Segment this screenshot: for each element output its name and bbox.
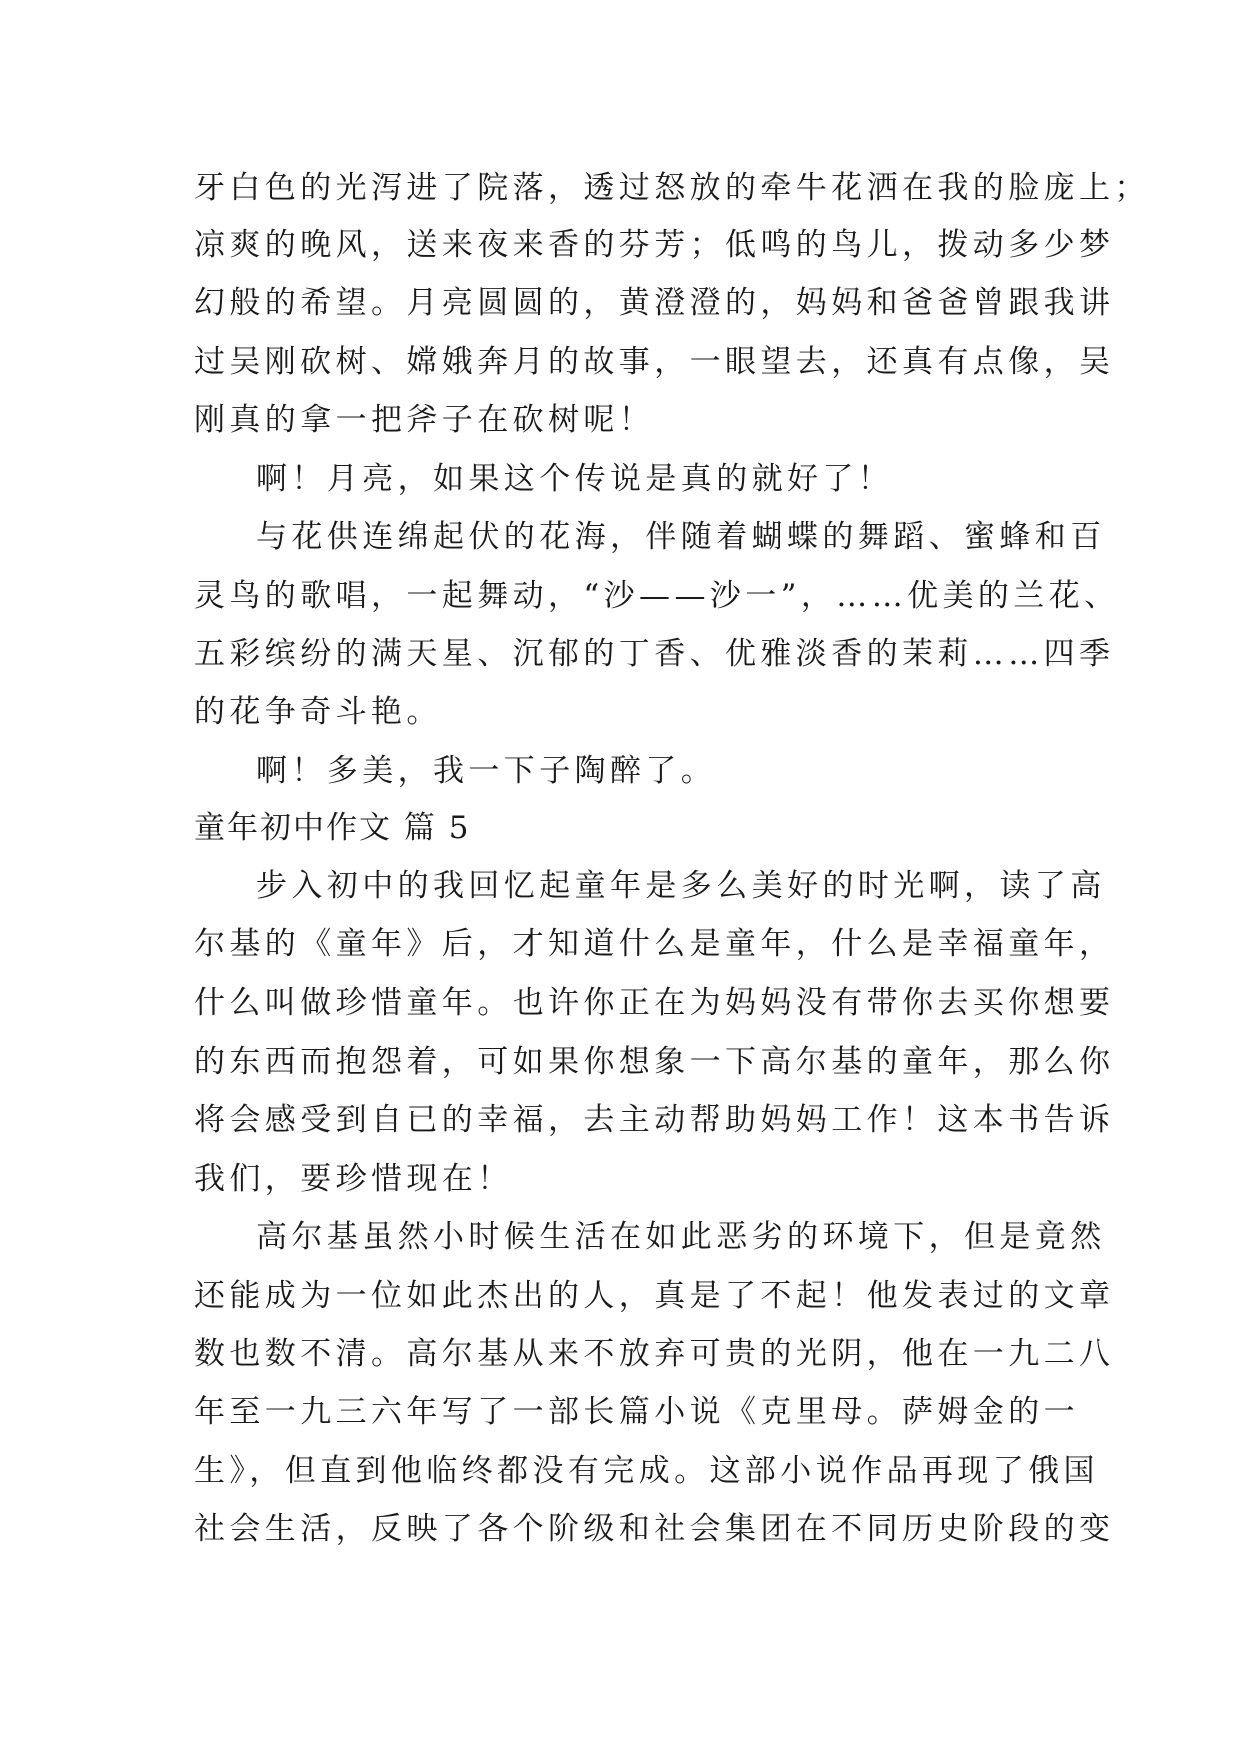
text-line: 与花供连绵起伏的花海，伴随着蝴蝶的舞蹈、蜜蜂和百 — [256, 519, 1106, 555]
text-line: 数也数不清。高尔基从来不放弃可贵的光阴，他在一九二八 — [194, 1336, 1115, 1372]
text-line: 啊！月亮，如果这个传说是真的就好了！ — [256, 461, 894, 497]
text-line: 的东西而抱怨着，可如果你想象一下高尔基的童年，那么你 — [194, 1044, 1115, 1080]
text-line: 社会生活，反映了各个阶级和社会集团在不同历史阶段的变 — [194, 1511, 1115, 1547]
text-line: 幻般的希望。月亮圆圆的，黄澄澄的，妈妈和爸爸曾跟我讲 — [194, 285, 1115, 321]
text-line: 五彩缤纷的满天星、沉郁的丁香、优雅淡香的茉莉……四季 — [194, 636, 1115, 672]
text-line: 凉爽的晚风，送来夜来香的芬芳；低鸣的鸟儿，拨动多少梦 — [194, 227, 1115, 263]
text-line: 过吴刚砍树、嫦娥奔月的故事，一眼望去，还真有点像，吴 — [194, 344, 1115, 380]
text-line: 刚真的拿一把斧子在砍树呢！ — [194, 402, 655, 438]
text-line: 的花争奇斗艳。 — [194, 694, 442, 730]
text-line: 什么叫做珍惜童年。也许你正在为妈妈没有带你去买你想要 — [194, 985, 1115, 1021]
text-line: 将会感受到自已的幸福，去主动帮助妈妈工作！这本书告诉 — [194, 1102, 1115, 1138]
text-line: 尔基的《童年》后，才知道什么是童年，什么是幸福童年， — [194, 926, 1115, 962]
section-heading: 童年初中作文 篇 5 — [194, 810, 471, 846]
text-line: 牙白色的光泻进了院落，透过怒放的牵牛花洒在我的脸庞上； — [194, 170, 1150, 206]
text-line: 灵鸟的歌唱，一起舞动，“沙——沙一”，……优美的兰花、 — [194, 578, 1120, 614]
text-line: 还能成为一位如此杰出的人，真是了不起！他发表过的文章 — [194, 1278, 1115, 1314]
text-line: 高尔基虽然小时候生活在如此恶劣的环境下，但是竟然 — [256, 1219, 1106, 1255]
text-line: 我们，要珍惜现在！ — [194, 1161, 513, 1197]
text-line: 啊！多美，我一下子陶醉了。 — [256, 753, 717, 789]
text-line: 年至一九三六年写了一部长篇小说《克里母。萨姆金的一 — [194, 1394, 1079, 1430]
text-line: 生》，但直到他临终都没有完成。这部小说作品再现了俄国 — [194, 1453, 1099, 1489]
text-line: 步入初中的我回忆起童年是多么美好的时光啊，读了高 — [256, 868, 1106, 904]
